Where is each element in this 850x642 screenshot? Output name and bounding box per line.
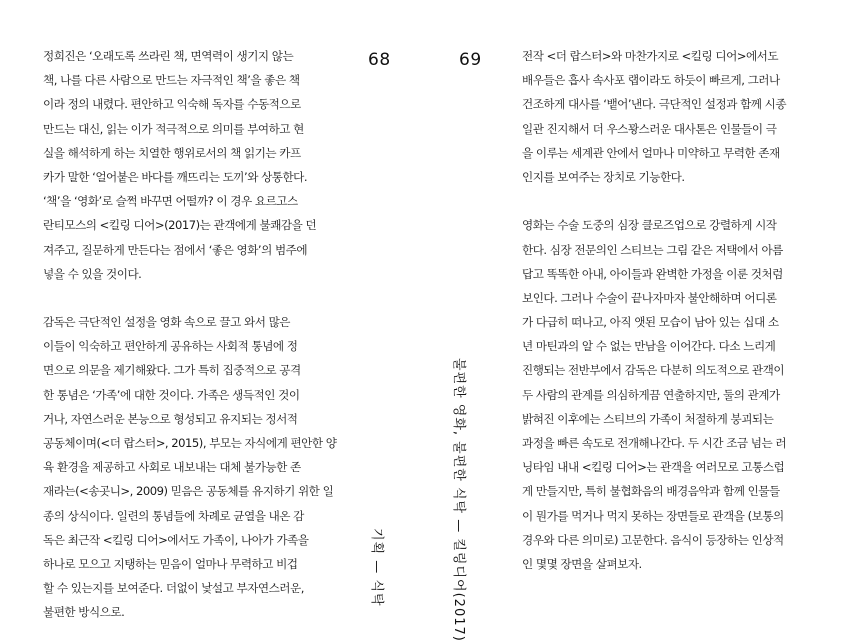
text-line: 하나로 모으고 지탱하는 믿음이 얼마나 무력하고 비겁 [43, 556, 298, 571]
text-line: 인지를 보여주는 장치로 기능한다. [522, 169, 685, 184]
text-line: 년 마틴과의 알 수 없는 만남을 이어간다. 다소 느리게 [522, 339, 776, 354]
text-line: 인 몇몇 장면을 살펴보자. [522, 556, 642, 571]
text-line: 면으로 의문을 제기해왔다. 그가 특히 집중적으로 공격 [43, 363, 301, 378]
text-line: 밝혀진 이후에는 스티브의 가족이 처절하게 붕괴되는 [522, 411, 774, 426]
paragraph-gap [43, 286, 336, 310]
text-line: 거나, 자연스러운 본능으로 형성되고 유지되는 정서적 [43, 411, 298, 426]
text-line: 져주고, 질문하게 만든다는 점에서 ‘좋은 영화’의 범주에 [43, 242, 308, 257]
text-line: 육 환경을 제공하고 사회로 내보내는 대체 불가능한 존 [43, 460, 301, 475]
text-line: 보인다. 그러나 수술이 끝나자마자 불안해하며 어디론 [522, 290, 777, 305]
text-line: 독은 최근작 <킬링 디어>에서도 가족이, 나아가 가족을 [43, 532, 309, 547]
left-body-text [43, 44, 336, 625]
text-line: 닝타임 내내 <킬링 디어>는 관객을 여러모로 고통스럽 [522, 460, 785, 475]
right-page [425, 0, 850, 642]
text-line: 불편한 방식으로. [43, 605, 125, 620]
text-line: 감독은 극단적인 설정을 영화 속으로 끌고 와서 많은 [43, 315, 290, 330]
text-line: 할 수 있는지를 보여준다. 더없이 낯설고 부자연스러운, [43, 581, 304, 596]
text-line: 정희진은 ‘오래도록 쓰라린 책, 면역력이 생기지 않는 [43, 49, 294, 63]
text-line: 일관 진지해서 더 우스꽝스러운 대사톤은 인물들이 극 [522, 121, 777, 136]
right-body-text [522, 44, 786, 576]
page-number-left: 68 [368, 50, 391, 70]
text-line: 란티모스의 <킬링 디어>(2017)는 관객에게 불쾌감을 던 [43, 218, 317, 233]
text-line: ‘책’을 ‘영화’로 슬쩍 바꾸면 어떨까? 이 경우 요르고스 [43, 194, 298, 209]
running-head-left: 기획 — 식탁 [369, 528, 384, 607]
text-line: 건조하게 대사를 ‘뱉어’낸다. 극단적인 설정과 함께 시종 [522, 97, 787, 112]
text-line: 한다. 심장 전문의인 스티브는 그림 같은 저택에서 아름 [522, 242, 783, 257]
text-line: 재라는(<송곳니>, 2009) 믿음은 공동체를 유지하기 위한 일 [43, 484, 334, 499]
text-line: 이 뭔가를 먹거나 먹지 못하는 장면들로 관객을 (보통의 [522, 508, 784, 523]
text-line: 카가 말한 ‘얼어붙은 바다를 깨뜨리는 도끼’와 상통한다. [43, 169, 308, 184]
text-line: 만드는 대신, 읽는 이가 적극적으로 의미를 부여하고 현 [43, 121, 304, 136]
text-line: 답고 똑똑한 아내, 아이들과 완벽한 가정을 이룬 것처럼 [522, 266, 783, 281]
text-line: 영화는 수술 도중의 심장 클로즈업으로 강렬하게 시작 [522, 218, 777, 233]
running-head-right: 불편한 영화, 불편한 식탁 — 킬링디어(2017) [451, 358, 466, 642]
text-line: 책, 나를 다른 사람으로 만드는 자극적인 책’을 좋은 책 [43, 73, 300, 88]
text-line: 이들이 익숙하고 편안하게 공유하는 사회적 통념에 정 [43, 339, 298, 354]
text-line: 이라 정의 내렸다. 편안하고 익숙해 독자를 수동적으로 [43, 97, 301, 112]
text-line: 게 만들지만, 특히 불협화음의 배경음악과 함께 인물들 [522, 484, 780, 499]
text-line: 종의 상식이다. 일련의 통념들에 차례로 균열을 내온 감 [43, 508, 304, 523]
left-page [0, 0, 425, 637]
text-line: 한 통념은 ‘가족’에 대한 것이다. 가족은 생득적인 것이 [43, 387, 300, 402]
text-line: 전작 <더 랍스터>와 마찬가지로 <킬링 디어>에서도 [522, 49, 779, 63]
text-line: 두 사람의 관계를 의심하게끔 연출하지만, 둘의 관계가 [522, 387, 780, 402]
text-line: 진행되는 전반부에서 감독은 다분히 의도적으로 관객이 [522, 363, 785, 378]
text-line: 실을 해석하게 하는 치열한 행위로서의 책 읽기는 카프 [43, 145, 301, 160]
text-line: 과정을 빠른 속도로 전개해나간다. 두 시간 조금 넘는 러 [522, 436, 787, 450]
text-line: 경우와 다른 의미로) 고문한다. 음식이 등장하는 인상적 [522, 532, 784, 547]
text-line: 공동체이며(<더 랍스터>, 2015), 부모는 자식에게 편안한 양 [43, 436, 337, 450]
text-line: 을 이루는 세계관 안에서 얼마나 미약하고 무력한 존재 [522, 145, 780, 160]
text-line: 가 다급히 떠나고, 아직 앳된 모습이 남아 있는 십대 소 [522, 315, 779, 330]
text-line: 넣을 수 있을 것이다. [43, 266, 142, 281]
paragraph-gap [522, 189, 786, 213]
page-number-right: 69 [459, 50, 482, 70]
text-line: 배우들은 흡사 속사포 랩이라도 하듯이 빠르게, 그러나 [522, 73, 780, 88]
